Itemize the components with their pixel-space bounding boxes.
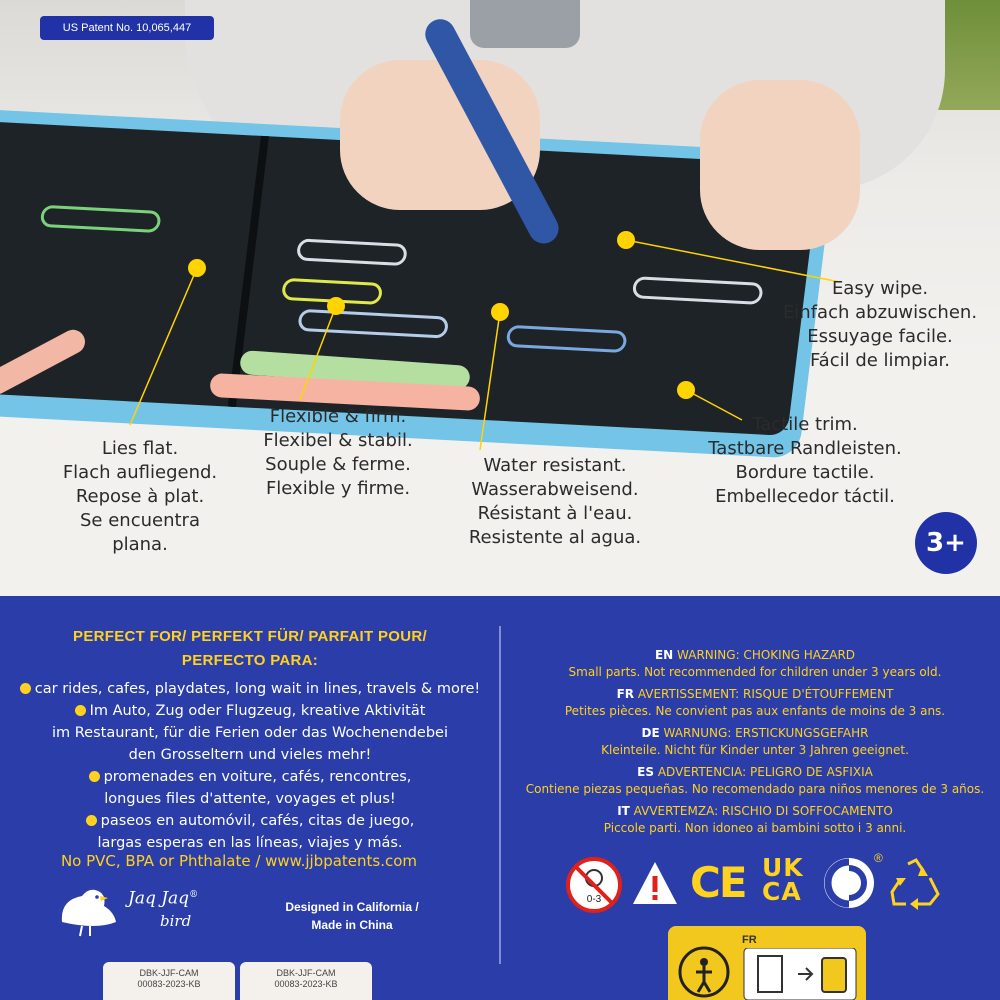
warning-triangle-icon: [630, 858, 680, 910]
warning-it-head: [510, 804, 1000, 818]
feature-text: Tactile trim.: [752, 414, 858, 435]
warning-title: AVVERTEMZA: RISCHIO DI SOFFOCAMENTO: [633, 804, 893, 818]
feature-text: Se encuentra: [80, 510, 200, 531]
feature-text: Resistente al agua.: [468, 527, 642, 548]
feature-text: Wasserabweisend.: [471, 479, 639, 500]
perfect-for-text: car rides, cafes, playdates, long wait in lines, travels & more!: [34, 681, 481, 697]
origin-line: Made in China: [311, 918, 393, 932]
recycle-icon: [886, 856, 946, 912]
perfect-for-line: den Grosseltern und vieles mehr!: [128, 747, 372, 763]
feature-text: Tastbare Randleisten.: [708, 438, 902, 459]
callout-dot: [188, 259, 206, 277]
green-dot-icon: [822, 856, 876, 910]
warning-lang: IT: [617, 804, 630, 818]
feature-text: Repose à plat.: [75, 486, 205, 507]
feature-text: Flach aufliegend.: [62, 462, 218, 483]
perfect-for-line: [0, 700, 500, 722]
perfect-for-text: promenades en voiture, cafés, rencontres,: [103, 769, 412, 785]
materials-note: No PVC, BPA or Phthalate / www.jjbpatents.com: [60, 852, 418, 870]
feature-text: Water resistant.: [483, 455, 627, 476]
callout-dot: [327, 297, 345, 315]
perfect-for-text: paseos en automóvil, cafés, citas de juego,: [100, 813, 415, 829]
age-badge: 3+: [915, 512, 977, 574]
warning-en-head: [510, 648, 1000, 662]
batch-sticker: [103, 962, 235, 1000]
callout-dot: [617, 231, 635, 249]
sticker-text: 00083-2023-KB: [274, 979, 338, 989]
sticker-text: DBK-JJF-CAM: [139, 968, 199, 978]
feature-tactile-trim: [680, 413, 930, 509]
feature-text: Embellecedor táctil.: [715, 486, 895, 507]
ce-mark-icon: CE: [690, 858, 746, 907]
feature-text: Lies flat.: [101, 438, 179, 459]
ukca-mark-icon: [762, 853, 804, 906]
patent-label: US Patent No. 10,065,447: [40, 16, 214, 40]
warning-title: AVERTISSEMENT: RISQUE D'ÉTOUFFEMENT: [637, 687, 894, 701]
bird-logo-icon: [56, 882, 122, 940]
bullet-icon: [89, 771, 100, 782]
origin-line: Designed in California /: [285, 900, 419, 914]
feature-lies-flat: [40, 437, 240, 557]
perfect-for-line: longues files d'attente, voyages et plus!: [104, 791, 396, 807]
warning-it-body: Piccole parti. Non idoneo ai bambini sotto i 3 anni.: [603, 821, 907, 835]
brand-logo: [128, 884, 198, 932]
fr-label: FR: [742, 934, 757, 946]
bullet-icon: [20, 683, 31, 694]
ukca-line: UK: [762, 853, 804, 882]
warning-de-body: Kleinteile. Nicht für Kinder unter 3 Jahren geeignet.: [601, 743, 909, 757]
perfect-for-line: [0, 678, 500, 700]
warning-title: WARNING: CHOKING HAZARD: [677, 648, 856, 662]
warning-title: WARNUNG: ERSTICKUNGSGEFAHR: [663, 726, 869, 740]
sorting-info-icon: [740, 948, 860, 1000]
feature-text: Flexible & firm.: [269, 406, 407, 427]
warning-en-body: Small parts. Not recommended for children under 3 years old.: [568, 665, 942, 679]
callout-dot: [491, 303, 509, 321]
perfect-for-line: largas esperas en las líneas, viajes y más.: [97, 835, 403, 851]
feature-text: Résistant à l'eau.: [477, 503, 633, 524]
perfect-for-title-2: PERFECTO PARA:: [181, 652, 319, 669]
bullet-icon: [86, 815, 97, 826]
perfect-for-line: [0, 766, 500, 788]
feature-easy-wipe: [760, 277, 1000, 373]
feature-text: Souple & ferme.: [265, 454, 411, 475]
callout-dot: [677, 381, 695, 399]
perfect-for-line: [0, 810, 500, 832]
ukca-line: CA: [762, 877, 802, 906]
perfect-for-text: Im Auto, Zug oder Flugzeug, kreative Aktivität: [89, 703, 426, 719]
feature-text: Flexibel & stabil.: [263, 430, 413, 451]
brand-subname: bird: [160, 911, 192, 930]
feature-text: Bordure tactile.: [735, 462, 875, 483]
triman-icon: [674, 944, 734, 1000]
warning-lang: ES: [637, 765, 655, 779]
sticker-text: 00083-2023-KB: [137, 979, 201, 989]
feature-text: Easy wipe.: [831, 278, 929, 299]
origin-note: [262, 898, 442, 934]
warning-es-body: Contiene piezas pequeñas. No recomendado para niños menores de 3 años.: [525, 782, 985, 796]
feature-text: Einfach abzuwischen.: [782, 302, 978, 323]
warning-title: ADVERTENCIA: PELIGRO DE ASFIXIA: [657, 765, 873, 779]
warning-lang: FR: [616, 687, 634, 701]
age-0-3-warning-icon: [565, 856, 623, 914]
feature-text: plana.: [112, 534, 168, 555]
svg-text:0-3: 0-3: [586, 894, 602, 905]
warning-fr-head: [510, 687, 1000, 701]
batch-sticker: [240, 962, 372, 1000]
warning-lang: EN: [654, 648, 674, 662]
brand-name: Jaq Jaq: [128, 888, 190, 909]
registered-mark: ®: [874, 851, 883, 865]
feature-text: Flexible y firme.: [265, 478, 411, 499]
perfect-for-line: im Restaurant, für die Ferien oder das Wochenendebei: [51, 725, 448, 741]
bullet-icon: [75, 705, 86, 716]
feature-flexible: [238, 405, 438, 501]
feature-text: Essuyage facile.: [807, 326, 953, 347]
feature-water-resistant: [440, 454, 670, 550]
perfect-for-title: PERFECT FOR/ PERFEKT FÜR/ PARFAIT POUR/: [73, 628, 427, 645]
sticker-text: DBK-JJF-CAM: [276, 968, 336, 978]
brand-reg: ®: [189, 890, 199, 900]
feature-text: Fácil de limpiar.: [809, 350, 951, 371]
warning-de-head: [510, 726, 1000, 740]
warning-es-head: [510, 765, 1000, 779]
warning-fr-body: Petites pièces. Ne convient pas aux enfants de moins de 3 ans.: [564, 704, 946, 718]
warning-lang: DE: [641, 726, 660, 740]
